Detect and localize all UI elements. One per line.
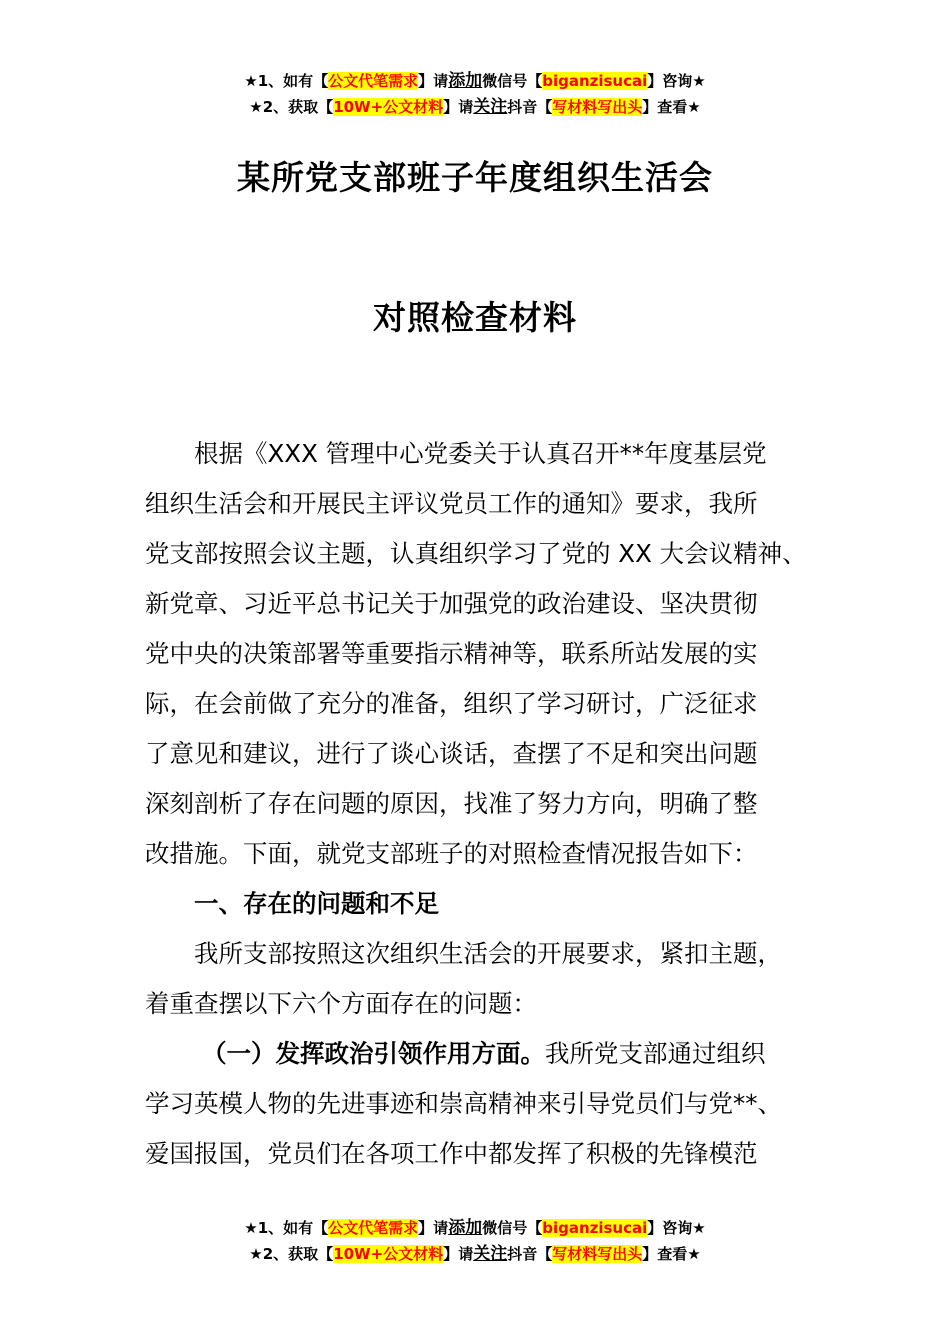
banner-underlined: 添加 bbox=[448, 1218, 483, 1238]
text-line: 新党章、习近平总书记关于加强党的政治建设、坚决贯彻 bbox=[145, 589, 758, 618]
paragraph-problems bbox=[145, 929, 835, 1029]
document-title-line-1: 某所党支部班子年度组织生活会 bbox=[237, 158, 713, 197]
heading-text: 一、存在的问题和不足 bbox=[194, 889, 439, 918]
banner-line-2 bbox=[0, 94, 950, 120]
banner-highlight: 公文代笔需求 bbox=[328, 72, 419, 90]
text-line bbox=[145, 1029, 835, 1079]
banner-highlight: 写材料写出头 bbox=[552, 1245, 643, 1263]
text-line: 党中央的决策部署等重要指示精神等，联系所站发展的实 bbox=[145, 639, 758, 668]
banner-highlight: 10W+公文材料 bbox=[333, 1245, 444, 1263]
document-title-line-2: 对照检查材料 bbox=[373, 298, 577, 337]
star-icon: ★ bbox=[249, 1245, 263, 1263]
banner-text: 2、获取【 bbox=[262, 98, 334, 116]
banner-highlight: 写材料写出头 bbox=[552, 98, 643, 116]
text-line: 根据《XXX 管理中心党委关于认真召开**年度基层党 bbox=[194, 439, 767, 468]
text-line: 深刻剖析了存在问题的原因，找准了努力方向，明确了整 bbox=[145, 789, 758, 818]
banner-text: 微信号【 bbox=[482, 1219, 543, 1237]
bottom-banner bbox=[0, 1215, 950, 1267]
text-line: 际，在会前做了充分的准备，组织了学习研讨，广泛征求 bbox=[145, 689, 758, 718]
banner-underlined: 添加 bbox=[448, 71, 483, 91]
star-icon: ★ bbox=[244, 1219, 258, 1237]
text-fragment: 我所党支部通过组织 bbox=[545, 1039, 766, 1068]
section-heading bbox=[145, 879, 835, 929]
banner-highlight: 10W+公文材料 bbox=[333, 98, 444, 116]
text-line: 学习英模人物的先进事迹和崇高精神来引导党员们与党**、 bbox=[145, 1089, 782, 1118]
text-line: 着重查摆以下六个方面存在的问题： bbox=[145, 989, 537, 1018]
star-icon: ★ bbox=[244, 72, 258, 90]
banner-text: 】咨询★ bbox=[647, 1219, 706, 1237]
banner-line-1 bbox=[0, 1215, 950, 1241]
paragraph-political-leadership bbox=[145, 1029, 835, 1179]
star-icon: ★ bbox=[249, 98, 263, 116]
banner-line-2 bbox=[0, 1241, 950, 1267]
banner-text: 】请 bbox=[418, 1219, 449, 1237]
paragraph-intro bbox=[145, 429, 835, 879]
banner-text: 2、获取【 bbox=[262, 1245, 334, 1263]
banner-highlight: biganzisucai bbox=[542, 1219, 648, 1237]
banner-highlight: 公文代笔需求 bbox=[328, 1219, 419, 1237]
banner-text: 1、如有【 bbox=[257, 1219, 329, 1237]
banner-underlined: 关注 bbox=[473, 97, 508, 117]
text-line: 组织生活会和开展民主评议党员工作的通知》要求，我所 bbox=[145, 489, 758, 518]
banner-highlight: biganzisucai bbox=[542, 72, 648, 90]
subheading-text: （一）发挥政治引领作用方面。 bbox=[202, 1039, 545, 1068]
top-banner bbox=[0, 68, 950, 120]
text-line: 党支部按照会议主题，认真组织学习了党的 XX 大会议精神、 bbox=[145, 539, 807, 568]
document-body bbox=[145, 429, 835, 1179]
banner-text: 】查看★ bbox=[642, 1245, 701, 1263]
banner-text: 】请 bbox=[443, 1245, 474, 1263]
banner-text: 】查看★ bbox=[642, 98, 701, 116]
banner-text: 微信号【 bbox=[482, 72, 543, 90]
banner-text: 抖音【 bbox=[507, 98, 553, 116]
text-line: 了意见和建议，进行了谈心谈话，查摆了不足和突出问题 bbox=[145, 739, 758, 768]
banner-text: 】请 bbox=[418, 72, 449, 90]
text-line: 爱国报国，党员们在各项工作中都发挥了积极的先锋模范 bbox=[145, 1139, 758, 1168]
banner-text: 】请 bbox=[443, 98, 474, 116]
banner-text: 抖音【 bbox=[507, 1245, 553, 1263]
text-line: 改措施。下面，就党支部班子的对照检查情况报告如下： bbox=[145, 839, 758, 868]
banner-text: 1、如有【 bbox=[257, 72, 329, 90]
text-line: 我所支部按照这次组织生活会的开展要求，紧扣主题， bbox=[194, 939, 782, 968]
banner-text: 】咨询★ bbox=[647, 72, 706, 90]
banner-line-1 bbox=[0, 68, 950, 94]
banner-underlined: 关注 bbox=[473, 1244, 508, 1264]
